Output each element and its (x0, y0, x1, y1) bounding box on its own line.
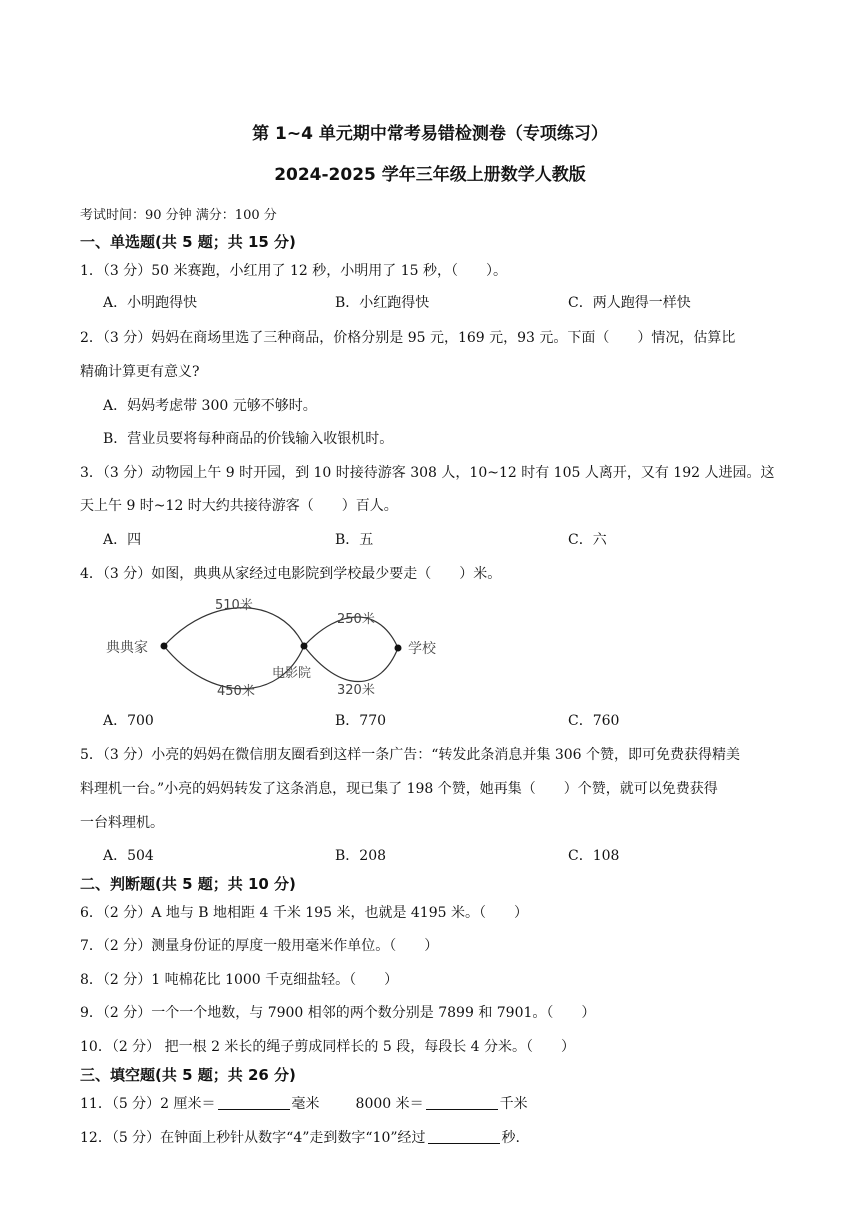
route-home-cinema-top (164, 608, 304, 646)
question-10: 10．（2 分） 把一根 2 米长的绳子剪成同样长的 5 段，每段长 4 分米。（ ） (80, 1039, 576, 1055)
question-2-line2: 精确计算更有意义? (80, 364, 200, 380)
question-7: 7．（2 分）测量身份证的厚度一般用毫米作单位。（ ） (80, 938, 439, 954)
question-6: 6．（2 分）A 地与 B 地相距 4 千米 195 米，也就是 4195 米。（ ） (80, 905, 528, 921)
q11-blank-2[interactable] (426, 1095, 498, 1110)
question-3-line2: 天上午 9 时~12 时大约共接待游客（ ）百人。 (80, 498, 398, 514)
home-point (161, 643, 168, 650)
question-11 (80, 1093, 528, 1113)
q11-blank-1[interactable] (218, 1095, 290, 1110)
question-4: 4．（3 分）如图，典典从家经过电影院到学校最少要走（ ）米。 (80, 566, 502, 582)
q12-part1: 12．（5 分）在钟面上秒针从数字“4”走到数字“10”经过 (80, 1130, 426, 1146)
cinema-point (301, 643, 308, 650)
home-label: 典典家 (106, 640, 148, 656)
question-12 (80, 1127, 520, 1147)
question-8: 8．（2 分）1 吨棉花比 1000 千克细盐轻。（ ） (80, 972, 399, 988)
section-single-choice: 一、单选题(共 5 题；共 15 分) (80, 233, 296, 251)
q11-part2: 毫米 (291, 1096, 320, 1112)
q5-option-c[interactable]: C．108 (568, 848, 620, 864)
q11-part1: 11．（5 分）2 厘米＝ (80, 1096, 216, 1112)
question-9: 9．（2 分）一个一个地数，与 7900 相邻的两个数分别是 7899 和 7901。（ ） (80, 1005, 596, 1021)
q4-option-c[interactable]: C．760 (568, 713, 620, 729)
q5-option-a[interactable]: A．504 (103, 848, 154, 864)
q11-part3: 8000 米＝ (355, 1096, 424, 1112)
question-1: 1．（3 分）50 米赛跑，小红用了 12 秒，小明用了 15 秒，（ ）。 (80, 263, 507, 279)
cinema-label: 电影院 (272, 666, 312, 681)
question-3-line1: 3．（3 分）动物园上午 9 时开园，到 10 时接待游客 308 人，10~12 时有 105 人离开，又有 192 人进园。这 (80, 465, 775, 481)
q4-option-b[interactable]: B．770 (335, 713, 387, 729)
section-true-false: 二、判断题(共 5 题；共 10 分) (80, 875, 296, 893)
distance-label-450: 450米 (217, 684, 255, 699)
question-5-line1: 5．（3 分）小亮的妈妈在微信朋友圈看到这样一条广告：“转发此条消息并集 306 个赞，即可免费获得精美 (80, 747, 741, 763)
q2-option-a[interactable]: A．妈妈考虑带 300 元够不够时。 (103, 398, 317, 414)
question-5-line2: 料理机一台。”小亮的妈妈转发了这条消息，现已集了 198 个赞，她再集（ ）个赞，就可以免费获得 (80, 781, 718, 797)
q5-option-b[interactable]: B．208 (335, 848, 387, 864)
route-diagram (100, 593, 440, 703)
exam-title: 第 1~4 单元期中常考易错检测卷（专项练习） (252, 124, 608, 144)
q1-option-b[interactable]: B．小红跑得快 (335, 295, 430, 311)
question-5-line3: 一台料理机。 (80, 815, 164, 831)
school-label: 学校 (408, 641, 436, 657)
q1-option-a[interactable]: A．小明跑得快 (103, 295, 198, 311)
q3-option-a[interactable]: A．四 (103, 532, 142, 548)
exam-info: 考试时间：90 分钟 满分：100 分 (80, 208, 277, 223)
q1-option-c[interactable]: C．两人跑得一样快 (568, 295, 691, 311)
q12-part2: 秒. (501, 1130, 520, 1146)
q3-option-c[interactable]: C．六 (568, 532, 607, 548)
distance-label-320: 320米 (337, 683, 375, 698)
section-fill-blank: 三、填空题(共 5 题；共 26 分) (80, 1066, 296, 1084)
q2-option-b[interactable]: B．营业员要将每种商品的价钱输入收银机时。 (103, 431, 394, 447)
distance-label-510: 510米 (215, 598, 253, 613)
exam-subtitle: 2024-2025 学年三年级上册数学人教版 (274, 165, 586, 185)
q11-part4: 千米 (499, 1096, 528, 1112)
route-cinema-school-bottom (304, 646, 398, 682)
distance-label-250: 250米 (337, 612, 375, 627)
question-2-line1: 2．（3 分）妈妈在商场里选了三种商品，价格分别是 95 元，169 元，93 元。下面（ ）情况，估算比 (80, 330, 736, 346)
school-point (395, 645, 402, 652)
q4-option-a[interactable]: A．700 (103, 713, 154, 729)
q12-blank[interactable] (428, 1129, 500, 1144)
q3-option-b[interactable]: B．五 (335, 532, 374, 548)
